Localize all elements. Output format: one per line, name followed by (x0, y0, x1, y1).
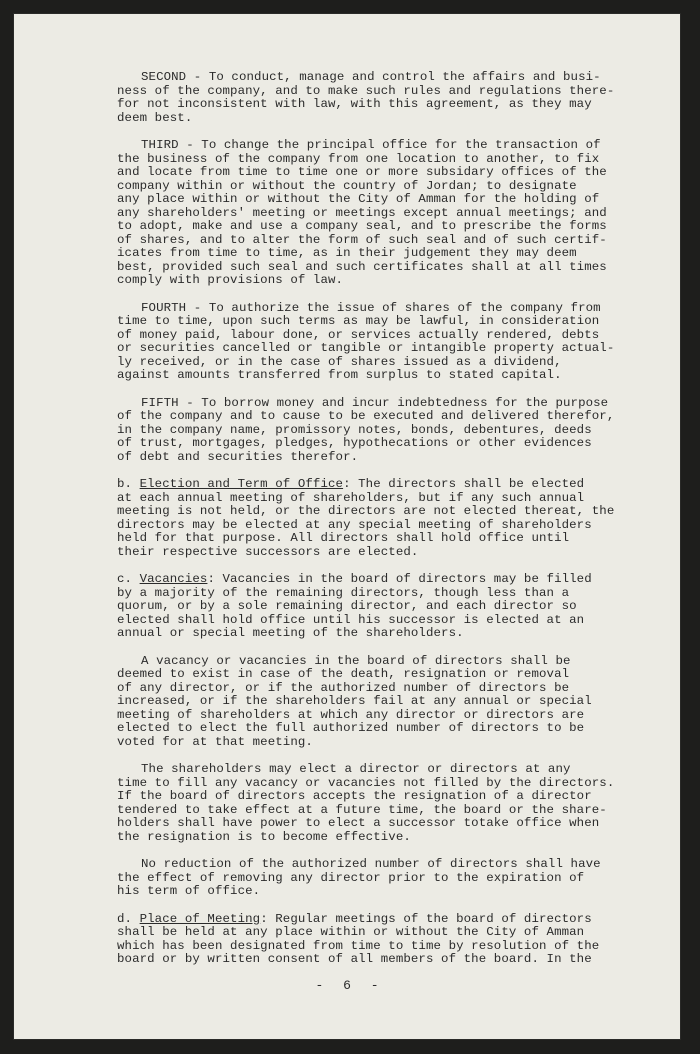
paragraph-shareholders-elect: The shareholders may elect a director or directors at any time to fill any vacancy or vacancies not filled by the directors. If the board of directors accepts the resignation of a director tendered to take effect at a future time, the board or the share- holders shall have power to elect a successor totake office when the resignation is to become effective. (117, 762, 615, 844)
paragraph-second: SECOND - To conduct, manage and control the affairs and busi- ness of the company, and to make such rules and regulations there- for not inconsistent with law, with this agreement, as they may deem best. (117, 70, 615, 125)
section-c-heading: Vacancies (139, 572, 208, 586)
paragraph-fifth: FIFTH - To borrow money and incur indebtedness for the purpose of the company and to cause to be executed and delivered therefor, in the company name, promissory notes, bonds, debentures, deeds of trust, mortgages, pledges, hypothecations or other evidences of debt and securities therefor. (117, 395, 615, 464)
section-c-prefix: c. (117, 572, 140, 586)
paragraph-no-reduction: No reduction of the authorized number of directors shall have the effect of removing any director prior to the expiration of his term of office. (117, 857, 601, 898)
section-c-body: : Vacancies in the board of directors may be filled by a majority of the remaining directors, though less than a quorum, or by a sole remaining director, and each director so elected shall hold office until his successor is elected at an annual or special meeting of the shareholders. (117, 572, 592, 640)
paragraph-fourth: FOURTH - To authorize the issue of shares of the company from time to time, upon such terms as may be lawful, in consideration of money paid, labour done, or services actually rendered, debts or securities cancelled or tangible or intangible property actual- ly received, or in the case of shares issued as a dividend, against amounts transferred from surplus to stated capital. (117, 300, 615, 382)
body-text (117, 71, 647, 981)
section-d-heading: Place of Meeting (139, 911, 261, 926)
section-d (117, 913, 647, 967)
section-d-prefix: d. (117, 911, 140, 926)
section-b (117, 478, 647, 559)
page-number: - 6 - (315, 978, 385, 993)
section-b-heading: Election and Term of Office (139, 477, 344, 491)
section-c (117, 573, 647, 641)
section-d-body: : Regular meetings of the board of directors shall be held at any place within or without the City of Amman which has been designated from time to time by resolution of the board or by written consent of all members of the board. In the (117, 911, 600, 966)
document-page (13, 13, 681, 1040)
paragraph-vacancy-definition: A vacancy or vacancies in the board of directors shall be deemed to exist in case of the death, resignation or removal of any director, or if the authorized number of directors be increased, or if the shareholders fail at any annual or special meeting of shareholders at which any director or directors are elected to elect the full authorized number of directors to be voted for at that meeting. (117, 653, 592, 749)
paragraph-third: THIRD - To change the principal office for the transaction of the business of the company from one location to another, to fix and locate from time to time one or more subsidary offices of the company within or without the country of Jordan; to designate any place within or without the City of Amman for the holding of any shareholders' meeting or meetings except annual meetings; and to adopt, make and use a company seal, and to prescribe the forms of shares, and to alter the form of such seal and of such certif- icates from time to time, as in their judgement they may deem best, provided such seal and such certificates shall at all times comply with provisions of law. (117, 138, 607, 287)
section-b-prefix: b. (117, 477, 140, 491)
section-b-body: : The directors shall be elected at each annual meeting of shareholders, but if any such annual meeting is not held, or the directors are not elected thereat, the directors may be elected at any special meeting of shareholders held for that purpose. All directors shall hold office until their respective successors are elected. (117, 477, 615, 559)
